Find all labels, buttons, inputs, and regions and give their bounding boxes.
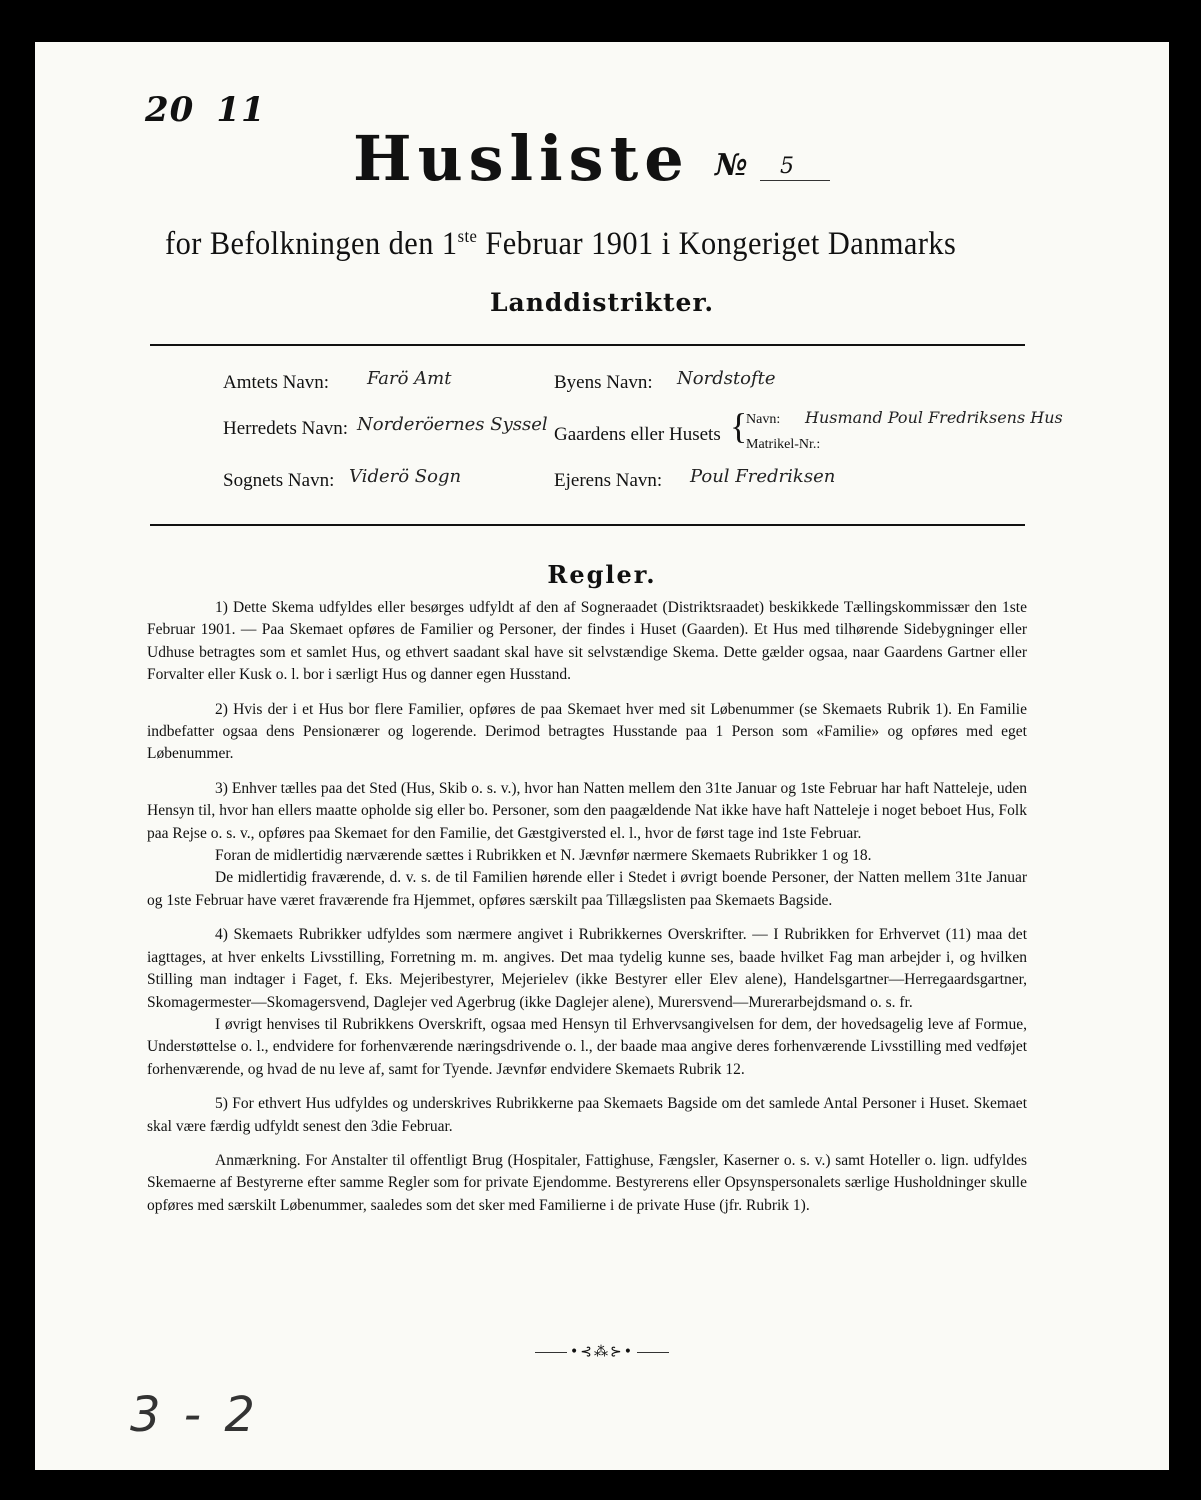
reference-numbers (145, 90, 288, 130)
rule-paragraph-3c: De midlertidig fraværende, d. v. s. de til Familien hørende eller i Stedet i øvrigt boende Personer, der Natten mellem 31te Januar og 1ste Februar have været fraværende fra Hjemmet, opføres særskilt paa Tillægslisten paa Skemaets Bagside. (147, 869, 1027, 909)
sogn-label: Sognets Navn: (223, 470, 335, 491)
rule-paragraph-4: 4) Skemaets Rubrikker udfyldes som nærmere angivet i Rubrikkernes Overskrifter. — I Rubrikken for Erhvervet (11) maa det iagttages, at hver enkelts Livsstilling, Forretning m. m. angives. Det maa tydelig kunne ses, baade hvilket Fag man arbejder i, og hvilken Stilling man indtager i Faget, f. Eks. Mejeribestyrer, Mejerielev (ikke Bestyrer eller Elev alene), Handelsgartner—Herregaardsgartner, Skomagermester—Skomagersvend, Daglejer ved Agerbrug (ikke Daglejer alene), Murersvend—Murerarbejdsmand o. s. fr. (147, 926, 1027, 1011)
number-mark: № (715, 148, 748, 183)
rule-annotation: Anmærkning. For Anstalter til offentligt Brug (Hospitaler, Fattighuse, Fængsler, Kaserner o. s. v.) samt Hoteller o. lign. udfyldes Skemaerne af Bestyrerne efter samme Regler som for private Ejendomme. Bestyrerens eller Opsynspersonalets særlige Husholdninger skulle opføres med særskilt Løbenummer, saaledes som det sker med Familierne i de private Huse (jfr. Rubrik 1). (147, 1151, 1027, 1214)
rules-text (147, 597, 1027, 1229)
herred-label: Herredets Navn: (223, 418, 349, 439)
rule-paragraph-3: 3) Enhver tælles paa det Sted (Hus, Skib o. s. v.), hvor han Natten mellem den 31te Januar og 1ste Februar har haft Natteleje, uden Hensyn til, hvor han ellers maatte opholde sig eller bo. Personer, som den paagældende Nat ikke have haft Natteleje i noget beboet Hus, Folk paa Rejse o. s. v., opføres paa Skemaet for den Familie, det Gæstgiversted el. l., hvor de først tage ind 1ste Februar. (147, 779, 1027, 842)
divider-top (150, 344, 1025, 346)
number-underline (760, 180, 830, 181)
subtitle-districts: Landdistrikter. (489, 288, 715, 317)
matrikel-label: Matrikel-Nr.: (746, 437, 821, 452)
rule-paragraph-3b: Foran de midlertidig nærværende sættes i Rubrikken et N. Jævnfør nærmere Skemaets Rubrikker 1 og 18. (215, 847, 872, 865)
ejer-value: Poul Fredriksen (690, 466, 836, 487)
brace-mark: { (730, 406, 748, 446)
gaard-label: Gaardens eller Husets (554, 424, 721, 445)
herred-value: Norderöernes Syssel (357, 414, 548, 435)
ornament-glyph: •⊰⁂⊱• (570, 1344, 634, 1360)
rules-title: Regler. (547, 560, 657, 589)
navn-value: Husmand Poul Fredriksens Hus (805, 408, 1063, 427)
by-value: Nordstofte (677, 368, 776, 389)
handwritten-note: 3 - 2 (130, 1387, 259, 1443)
census-form-page (35, 42, 1169, 1470)
subtitle-post: Februar 1901 i Kongeriget Danmarks (477, 226, 957, 262)
subtitle-sup: ste (457, 226, 478, 246)
rule-paragraph-5: 5) For ethvert Hus udfyldes og underskrives Rubrikkerne paa Skemaets Bagside om det samlede Antal Personer i Huset. Skemaet skal være færdig udfyldt senest den 3die Februar. (147, 1095, 1027, 1135)
ref-number-1: 20 (145, 90, 195, 130)
list-number-value: 5 (780, 154, 794, 179)
sogn-value: Viderö Sogn (349, 466, 462, 487)
rule-paragraph-1: 1) Dette Skema udfyldes eller besørges udfyldt af den af Sogneraadet (Distriktsraadet) beskikkede Tællingskommissær den 1ste Februar 1901. — Paa Skemaet opføres de Familier og Personer, der findes i Huset (Gaarden). Et Hus med tilhørende Sidebygninger eller Udhuse betragtes som et samlet Hus, og ethvert saadant skal have sit selvstændige Skema. Dette gælder ogsaa, naar Gaardens Gartner eller Forvalter eller Kusk o. l. bor i særligt Hus og danner egen Husstand. (147, 599, 1027, 684)
divider-bottom (150, 524, 1025, 526)
subtitle (165, 226, 984, 263)
ornament-line-left (535, 1352, 567, 1353)
amt-label: Amtets Navn: (223, 372, 330, 393)
rule-paragraph-4b: I øvrigt henvises til Rubrikkens Overskrift, ogsaa med Hensyn til Erhvervsangivelsen for dem, der hovedsagelig leve af Formue, Understøttelse o. l., endvidere for forhenværende næringsdrivende o. l., der baade maa angive deres forhenværende Livsstilling med vedføjet forhenværende, og hvad de nu leve af, samt for Tyende. Jævnfør endvidere Skemaets Rubrik 12. (147, 1015, 1027, 1078)
ornament-line-right (637, 1352, 669, 1353)
subtitle-pre: for Befolkningen den 1 (165, 226, 458, 262)
ejer-label: Ejerens Navn: (554, 470, 663, 491)
by-label: Byens Navn: (554, 372, 653, 393)
page-title: Husliste (353, 122, 690, 195)
amt-value: Farö Amt (367, 368, 452, 389)
ref-number-2: 11 (216, 90, 266, 130)
navn-label: Navn: (746, 412, 781, 427)
rule-paragraph-2: 2) Hvis der i et Hus bor flere Familier, opføres de paa Skemaet hver med sit Løbenummer (se Skemaets Rubrik 1). En Familie indbefatter ogsaa dens Pensionærer og logerende. Derimod betragtes Husstande paa 1 Person som «Familie» og opføres med eget Løbenummer. (147, 700, 1027, 763)
ornament (35, 1344, 1169, 1360)
